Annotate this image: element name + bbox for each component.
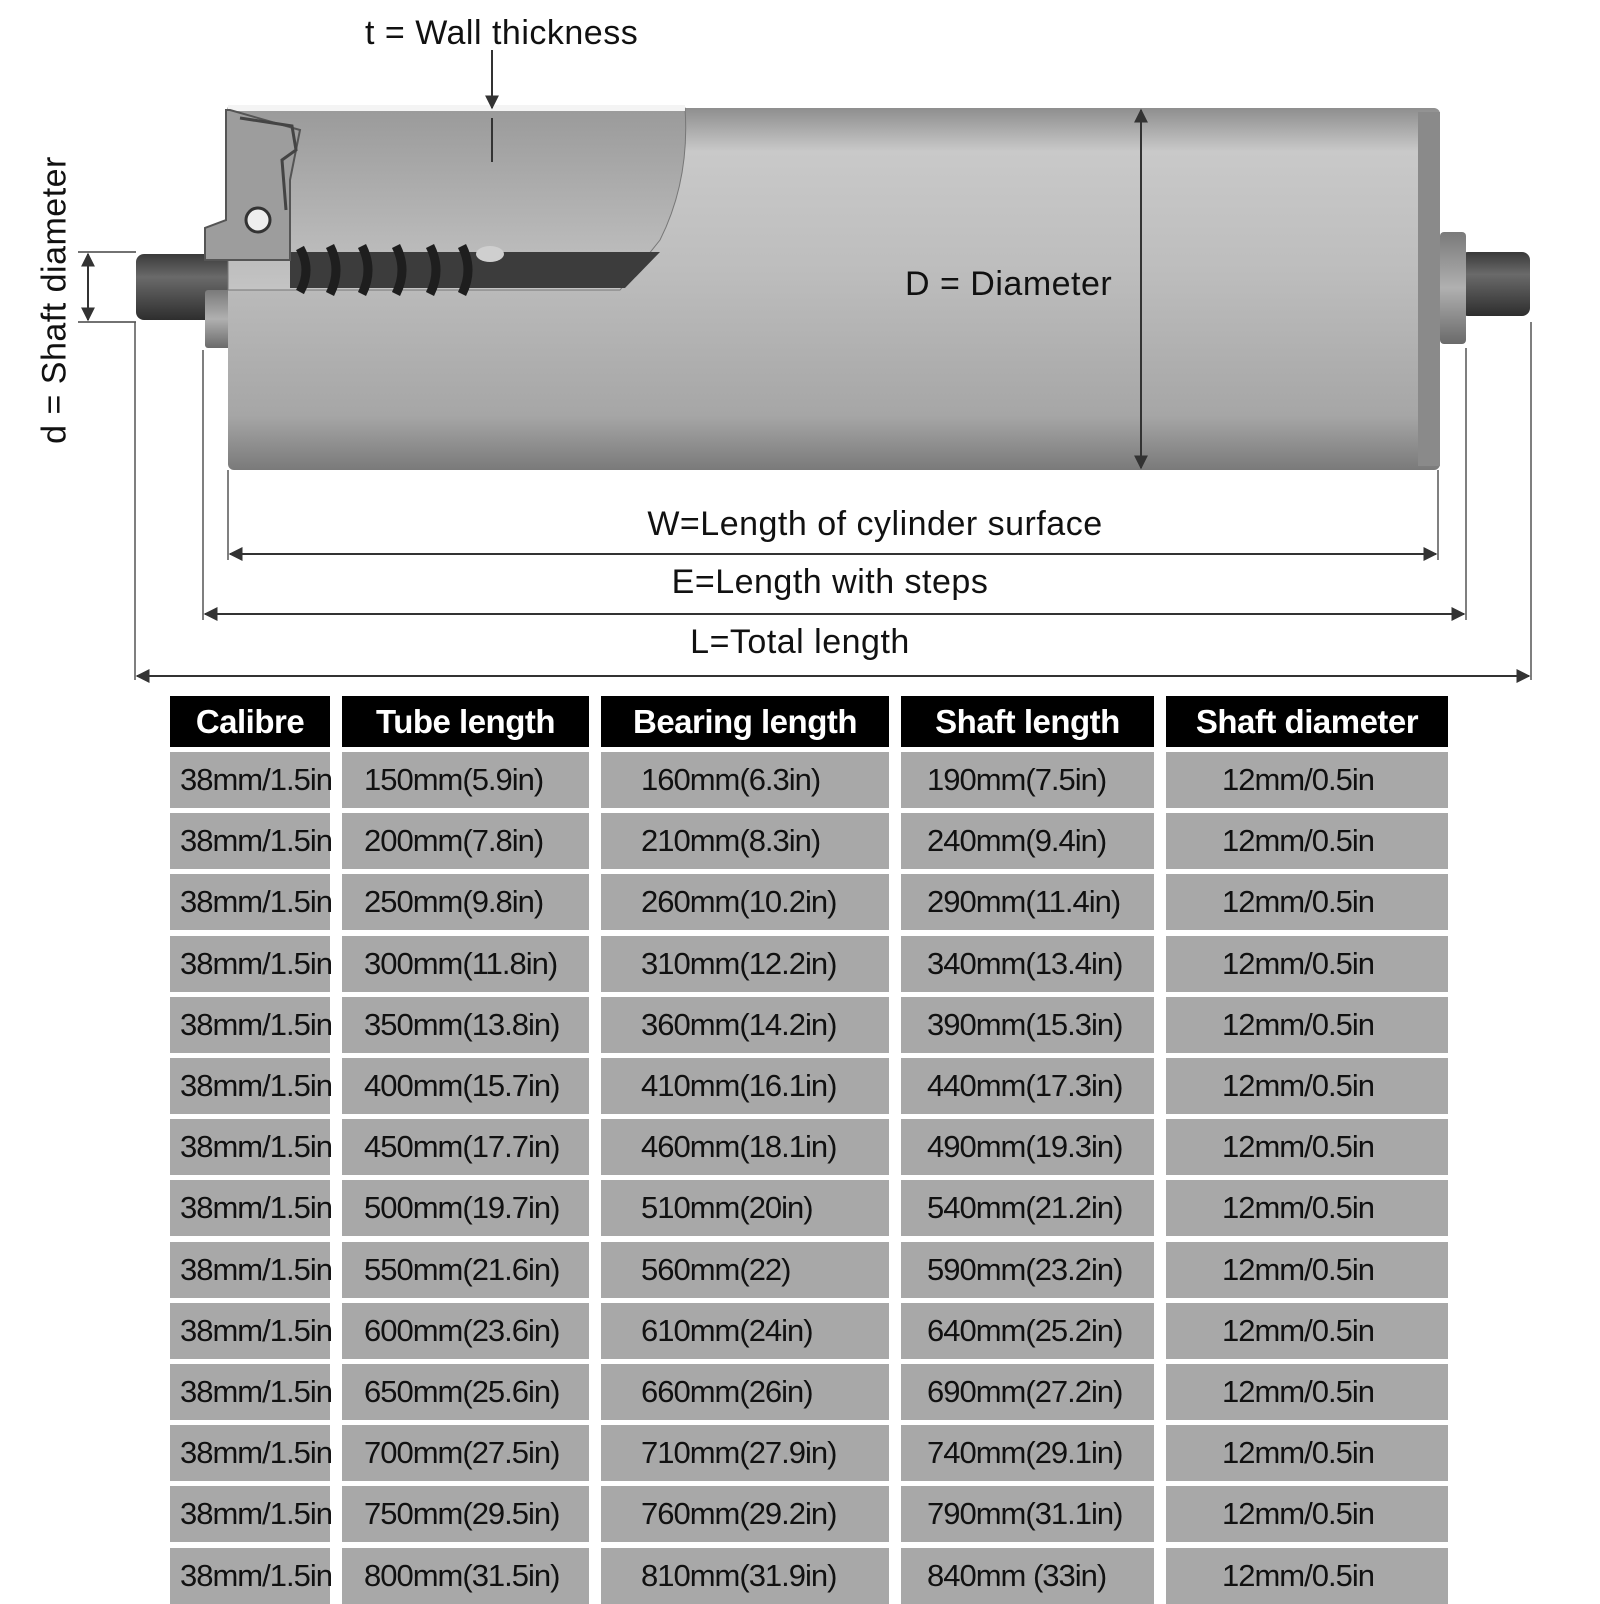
- total-length-label: L=Total length: [690, 623, 910, 661]
- cell-shaft-length: 190mm(7.5in): [901, 752, 1154, 808]
- cell-calibre: 38mm/1.5in: [170, 1180, 330, 1236]
- cell-bearing-length: 510mm(20in): [601, 1180, 889, 1236]
- cylinder-length-label: W=Length of cylinder surface: [647, 505, 1103, 543]
- cell-bearing-length: 310mm(12.2in): [601, 936, 889, 992]
- cell-shaft-diameter: 12mm/0.5in: [1166, 1425, 1448, 1481]
- inner-shaft: [290, 252, 660, 288]
- step-length-label: E=Length with steps: [671, 563, 989, 601]
- cell-shaft-diameter: 12mm/0.5in: [1166, 1486, 1448, 1542]
- cell-tube-length: 600mm(23.6in): [342, 1303, 589, 1359]
- cell-shaft-length: 440mm(17.3in): [901, 1058, 1154, 1114]
- header-tube-length: Tube length: [342, 696, 589, 747]
- header-shaft-diameter: Shaft diameter: [1166, 696, 1448, 747]
- cell-shaft-diameter: 12mm/0.5in: [1166, 936, 1448, 992]
- cell-shaft-length: 490mm(19.3in): [901, 1119, 1154, 1175]
- cell-bearing-length: 460mm(18.1in): [601, 1119, 889, 1175]
- cell-calibre: 38mm/1.5in: [170, 752, 330, 808]
- cell-calibre: 38mm/1.5in: [170, 1486, 330, 1542]
- right-shaft: [1460, 252, 1530, 316]
- cell-bearing-length: 810mm(31.9in): [601, 1548, 889, 1604]
- cell-shaft-length: 540mm(21.2in): [901, 1180, 1154, 1236]
- cell-bearing-length: 610mm(24in): [601, 1303, 889, 1359]
- cell-shaft-diameter: 12mm/0.5in: [1166, 1180, 1448, 1236]
- cell-calibre: 38mm/1.5in: [170, 813, 330, 869]
- end-cap: [205, 110, 300, 260]
- cell-tube-length: 700mm(27.5in): [342, 1425, 589, 1481]
- cell-bearing-length: 660mm(26in): [601, 1364, 889, 1420]
- cell-shaft-length: 390mm(15.3in): [901, 997, 1154, 1053]
- cell-shaft-length: 640mm(25.2in): [901, 1303, 1154, 1359]
- cell-shaft-diameter: 12mm/0.5in: [1166, 997, 1448, 1053]
- cell-bearing-length: 210mm(8.3in): [601, 813, 889, 869]
- shaft-diameter-label: d = Shaft diameter: [35, 156, 74, 444]
- header-shaft-length: Shaft length: [901, 696, 1154, 747]
- cell-calibre: 38mm/1.5in: [170, 874, 330, 930]
- cell-shaft-diameter: 12mm/0.5in: [1166, 1058, 1448, 1114]
- cell-tube-length: 200mm(7.8in): [342, 813, 589, 869]
- cell-tube-length: 800mm(31.5in): [342, 1548, 589, 1604]
- wall-thickness-label: t = Wall thickness: [365, 14, 639, 52]
- cell-shaft-length: 790mm(31.1in): [901, 1486, 1154, 1542]
- cell-tube-length: 750mm(29.5in): [342, 1486, 589, 1542]
- cell-bearing-length: 760mm(29.2in): [601, 1486, 889, 1542]
- cell-shaft-diameter: 12mm/0.5in: [1166, 1548, 1448, 1604]
- header-bearing-length: Bearing length: [601, 696, 889, 747]
- cell-calibre: 38mm/1.5in: [170, 1303, 330, 1359]
- bearing-icon: [246, 208, 270, 232]
- cell-calibre: 38mm/1.5in: [170, 936, 330, 992]
- cell-bearing-length: 160mm(6.3in): [601, 752, 889, 808]
- header-calibre: Calibre: [170, 696, 330, 747]
- cell-tube-length: 500mm(19.7in): [342, 1180, 589, 1236]
- diameter-label: D = Diameter: [905, 265, 1113, 303]
- cell-tube-length: 300mm(11.8in): [342, 936, 589, 992]
- cell-calibre: 38mm/1.5in: [170, 1425, 330, 1481]
- cell-calibre: 38mm/1.5in: [170, 1242, 330, 1298]
- cell-tube-length: 350mm(13.8in): [342, 997, 589, 1053]
- cell-shaft-length: 240mm(9.4in): [901, 813, 1154, 869]
- cell-tube-length: 250mm(9.8in): [342, 874, 589, 930]
- cell-shaft-diameter: 12mm/0.5in: [1166, 1119, 1448, 1175]
- cell-bearing-length: 260mm(10.2in): [601, 874, 889, 930]
- cell-calibre: 38mm/1.5in: [170, 997, 330, 1053]
- cell-shaft-length: 590mm(23.2in): [901, 1242, 1154, 1298]
- cell-shaft-diameter: 12mm/0.5in: [1166, 1364, 1448, 1420]
- cell-bearing-length: 710mm(27.9in): [601, 1425, 889, 1481]
- cell-shaft-diameter: 12mm/0.5in: [1166, 874, 1448, 930]
- cell-shaft-length: 840mm (33in): [901, 1548, 1154, 1604]
- cell-shaft-length: 690mm(27.2in): [901, 1364, 1154, 1420]
- cell-bearing-length: 360mm(14.2in): [601, 997, 889, 1053]
- cell-bearing-length: 560mm(22): [601, 1242, 889, 1298]
- cell-shaft-length: 340mm(13.4in): [901, 936, 1154, 992]
- cell-bearing-length: 410mm(16.1in): [601, 1058, 889, 1114]
- cell-shaft-diameter: 12mm/0.5in: [1166, 752, 1448, 808]
- roller-diagram: [0, 0, 1600, 690]
- cell-tube-length: 550mm(21.6in): [342, 1242, 589, 1298]
- cell-shaft-diameter: 12mm/0.5in: [1166, 813, 1448, 869]
- cell-shaft-length: 290mm(11.4in): [901, 874, 1154, 930]
- cell-calibre: 38mm/1.5in: [170, 1364, 330, 1420]
- cell-tube-length: 150mm(5.9in): [342, 752, 589, 808]
- cell-calibre: 38mm/1.5in: [170, 1058, 330, 1114]
- right-step: [1440, 232, 1466, 344]
- cell-shaft-diameter: 12mm/0.5in: [1166, 1242, 1448, 1298]
- cell-shaft-length: 740mm(29.1in): [901, 1425, 1154, 1481]
- cell-tube-length: 400mm(15.7in): [342, 1058, 589, 1114]
- cell-calibre: 38mm/1.5in: [170, 1548, 330, 1604]
- right-end-face: [1418, 112, 1440, 466]
- cell-tube-length: 650mm(25.6in): [342, 1364, 589, 1420]
- cell-tube-length: 450mm(17.7in): [342, 1119, 589, 1175]
- cell-calibre: 38mm/1.5in: [170, 1119, 330, 1175]
- cell-shaft-diameter: 12mm/0.5in: [1166, 1303, 1448, 1359]
